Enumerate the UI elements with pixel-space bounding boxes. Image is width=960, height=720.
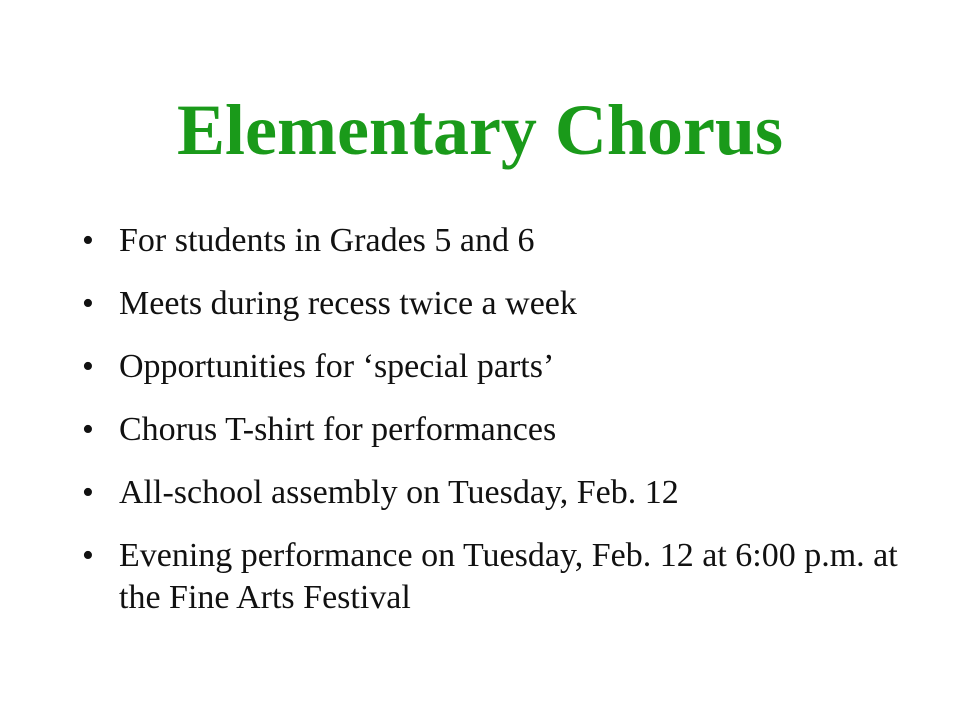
bullet-text: Opportunities for ‘special parts’ [119,348,555,385]
bullet-dot-icon: • [82,411,94,448]
bullet-dot-icon: • [82,537,94,574]
list-item [82,220,902,262]
bullet-text: For students in Grades 5 and 6 [119,222,535,259]
list-item [82,409,902,451]
list-item [82,346,902,388]
list-item [82,535,902,619]
list-item [82,283,902,325]
bullet-text: All-school assembly on Tuesday, Feb. 12 [119,474,679,511]
bullet-text: Chorus T-shirt for performances [119,411,557,448]
bullet-dot-icon: • [82,285,94,322]
list-item [82,472,902,514]
bullet-dot-icon: • [82,348,94,385]
bullet-text: Meets during recess twice a week [119,285,577,322]
bullet-dot-icon: • [82,474,94,511]
bullet-dot-icon: • [82,222,94,259]
bullet-list [82,220,902,640]
bullet-text: Evening performance on Tuesday, Feb. 12 at 6:00 p.m. at the Fine Arts Festival [119,537,898,616]
slide-title: Elementary Chorus [177,90,783,170]
